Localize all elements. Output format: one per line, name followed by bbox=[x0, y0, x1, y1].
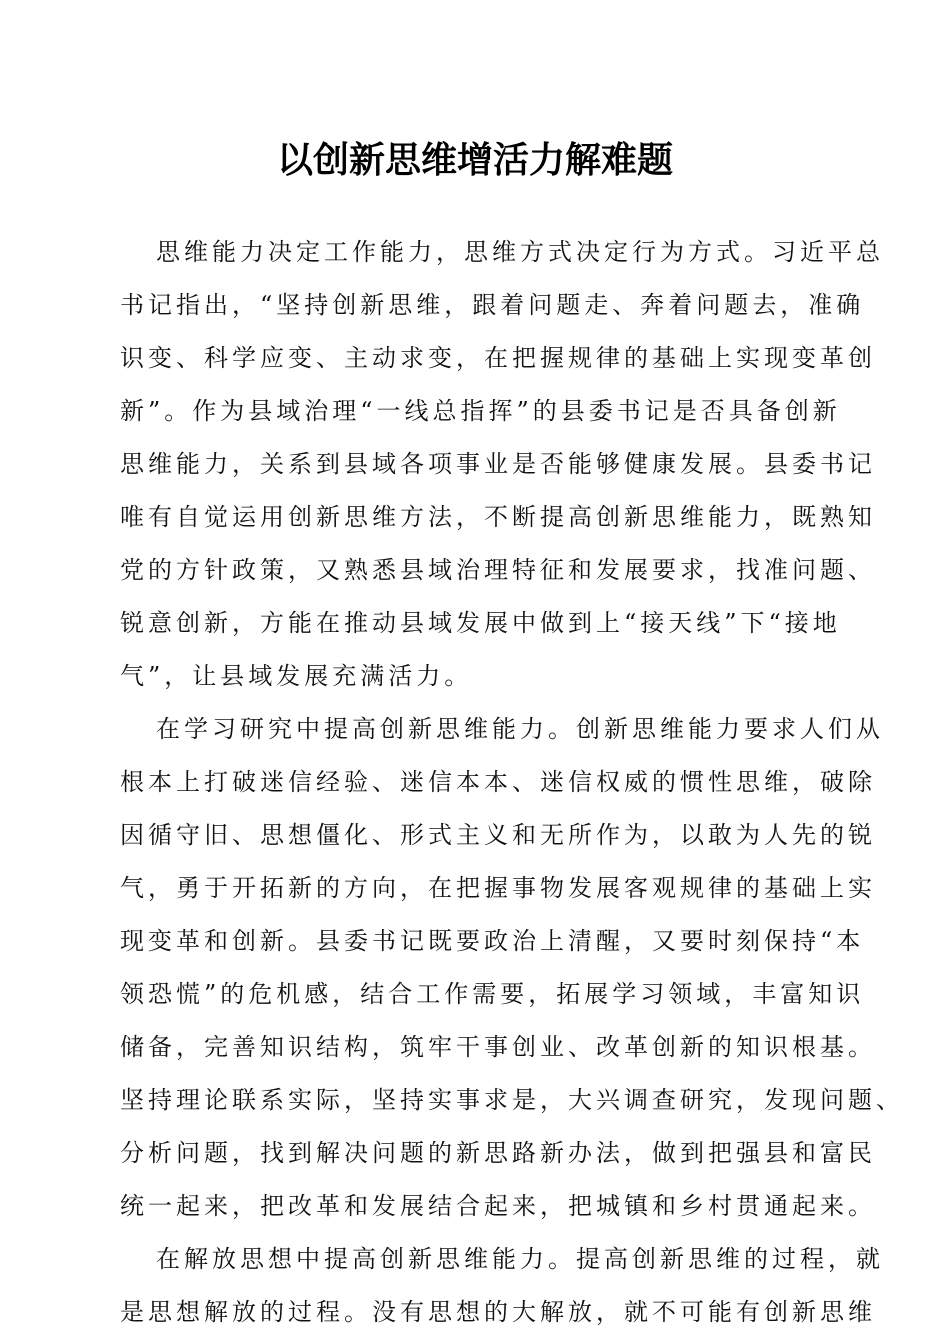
paragraph-2-line: 领恐慌”的危机感，结合工作需要，拓展学习领域，丰富知识 bbox=[120, 980, 865, 1008]
document-title: 以创新思维增活力解难题 bbox=[276, 139, 673, 181]
paragraph-1-line: 思维能力，关系到县域各项事业是否能够健康发展。县委书记 bbox=[120, 450, 876, 478]
paragraph-1-line: 识变、科学应变、主动求变，在把握规律的基础上实现变革创 bbox=[120, 344, 876, 372]
paragraph-2-line: 气，勇于开拓新的方向，在把握事物发展客观规律的基础上实 bbox=[120, 874, 876, 902]
paragraph-1-line: 书记指出，“坚持创新思维，跟着问题走、奔着问题去，准确 bbox=[120, 291, 865, 319]
paragraph-1-line: 唯有自觉运用创新思维方法，不断提高创新思维能力，既熟知 bbox=[120, 503, 876, 531]
paragraph-2-line: 统一起来，把改革和发展结合起来，把城镇和乡村贯通起来。 bbox=[120, 1192, 876, 1220]
document-body bbox=[120, 226, 904, 1339]
paragraph-2-line: 分析问题，找到解决问题的新思路新办法，做到把强县和富民 bbox=[120, 1139, 876, 1167]
paragraph-2-line: 因循守旧、思想僵化、形式主义和无所作为，以敢为人先的锐 bbox=[120, 821, 876, 849]
paragraph-1-line: 气”，让县域发展充满活力。 bbox=[120, 662, 473, 690]
paragraph-3-line: 是思想解放的过程。没有思想的大解放，就不可能有创新思维 bbox=[120, 1298, 876, 1326]
paragraph-2-line: 根本上打破迷信经验、迷信本本、迷信权威的惯性思维，破除 bbox=[120, 768, 876, 796]
paragraph-2-line: 坚持理论联系实际，坚持实事求是，大兴调查研究，发现问题、 bbox=[120, 1086, 904, 1114]
paragraph-1-line: 党的方针政策，又熟悉县域治理特征和发展要求，找准问题、 bbox=[120, 556, 876, 584]
paragraph-1-line: 新”。作为县域治理“一线总指挥”的县委书记是否具备创新 bbox=[120, 397, 841, 425]
paragraph-2-line: 现变革和创新。县委书记既要政治上清醒，又要时刻保持“本 bbox=[120, 927, 865, 955]
paragraph-2-line: 在学习研究中提高创新思维能力。创新思维能力要求人们从 bbox=[156, 715, 884, 743]
paragraph-3-line: 在解放思想中提高创新思维能力。提高创新思维的过程，就 bbox=[156, 1245, 884, 1273]
paragraph-2-line: 储备，完善知识结构，筑牢干事创业、改革创新的知识根基。 bbox=[120, 1033, 876, 1061]
paragraph-1-line: 锐意创新，方能在推动县域发展中做到上“接天线”下“接地 bbox=[120, 609, 841, 637]
paragraph-1-line: 思维能力决定工作能力，思维方式决定行为方式。习近平总 bbox=[156, 238, 884, 266]
